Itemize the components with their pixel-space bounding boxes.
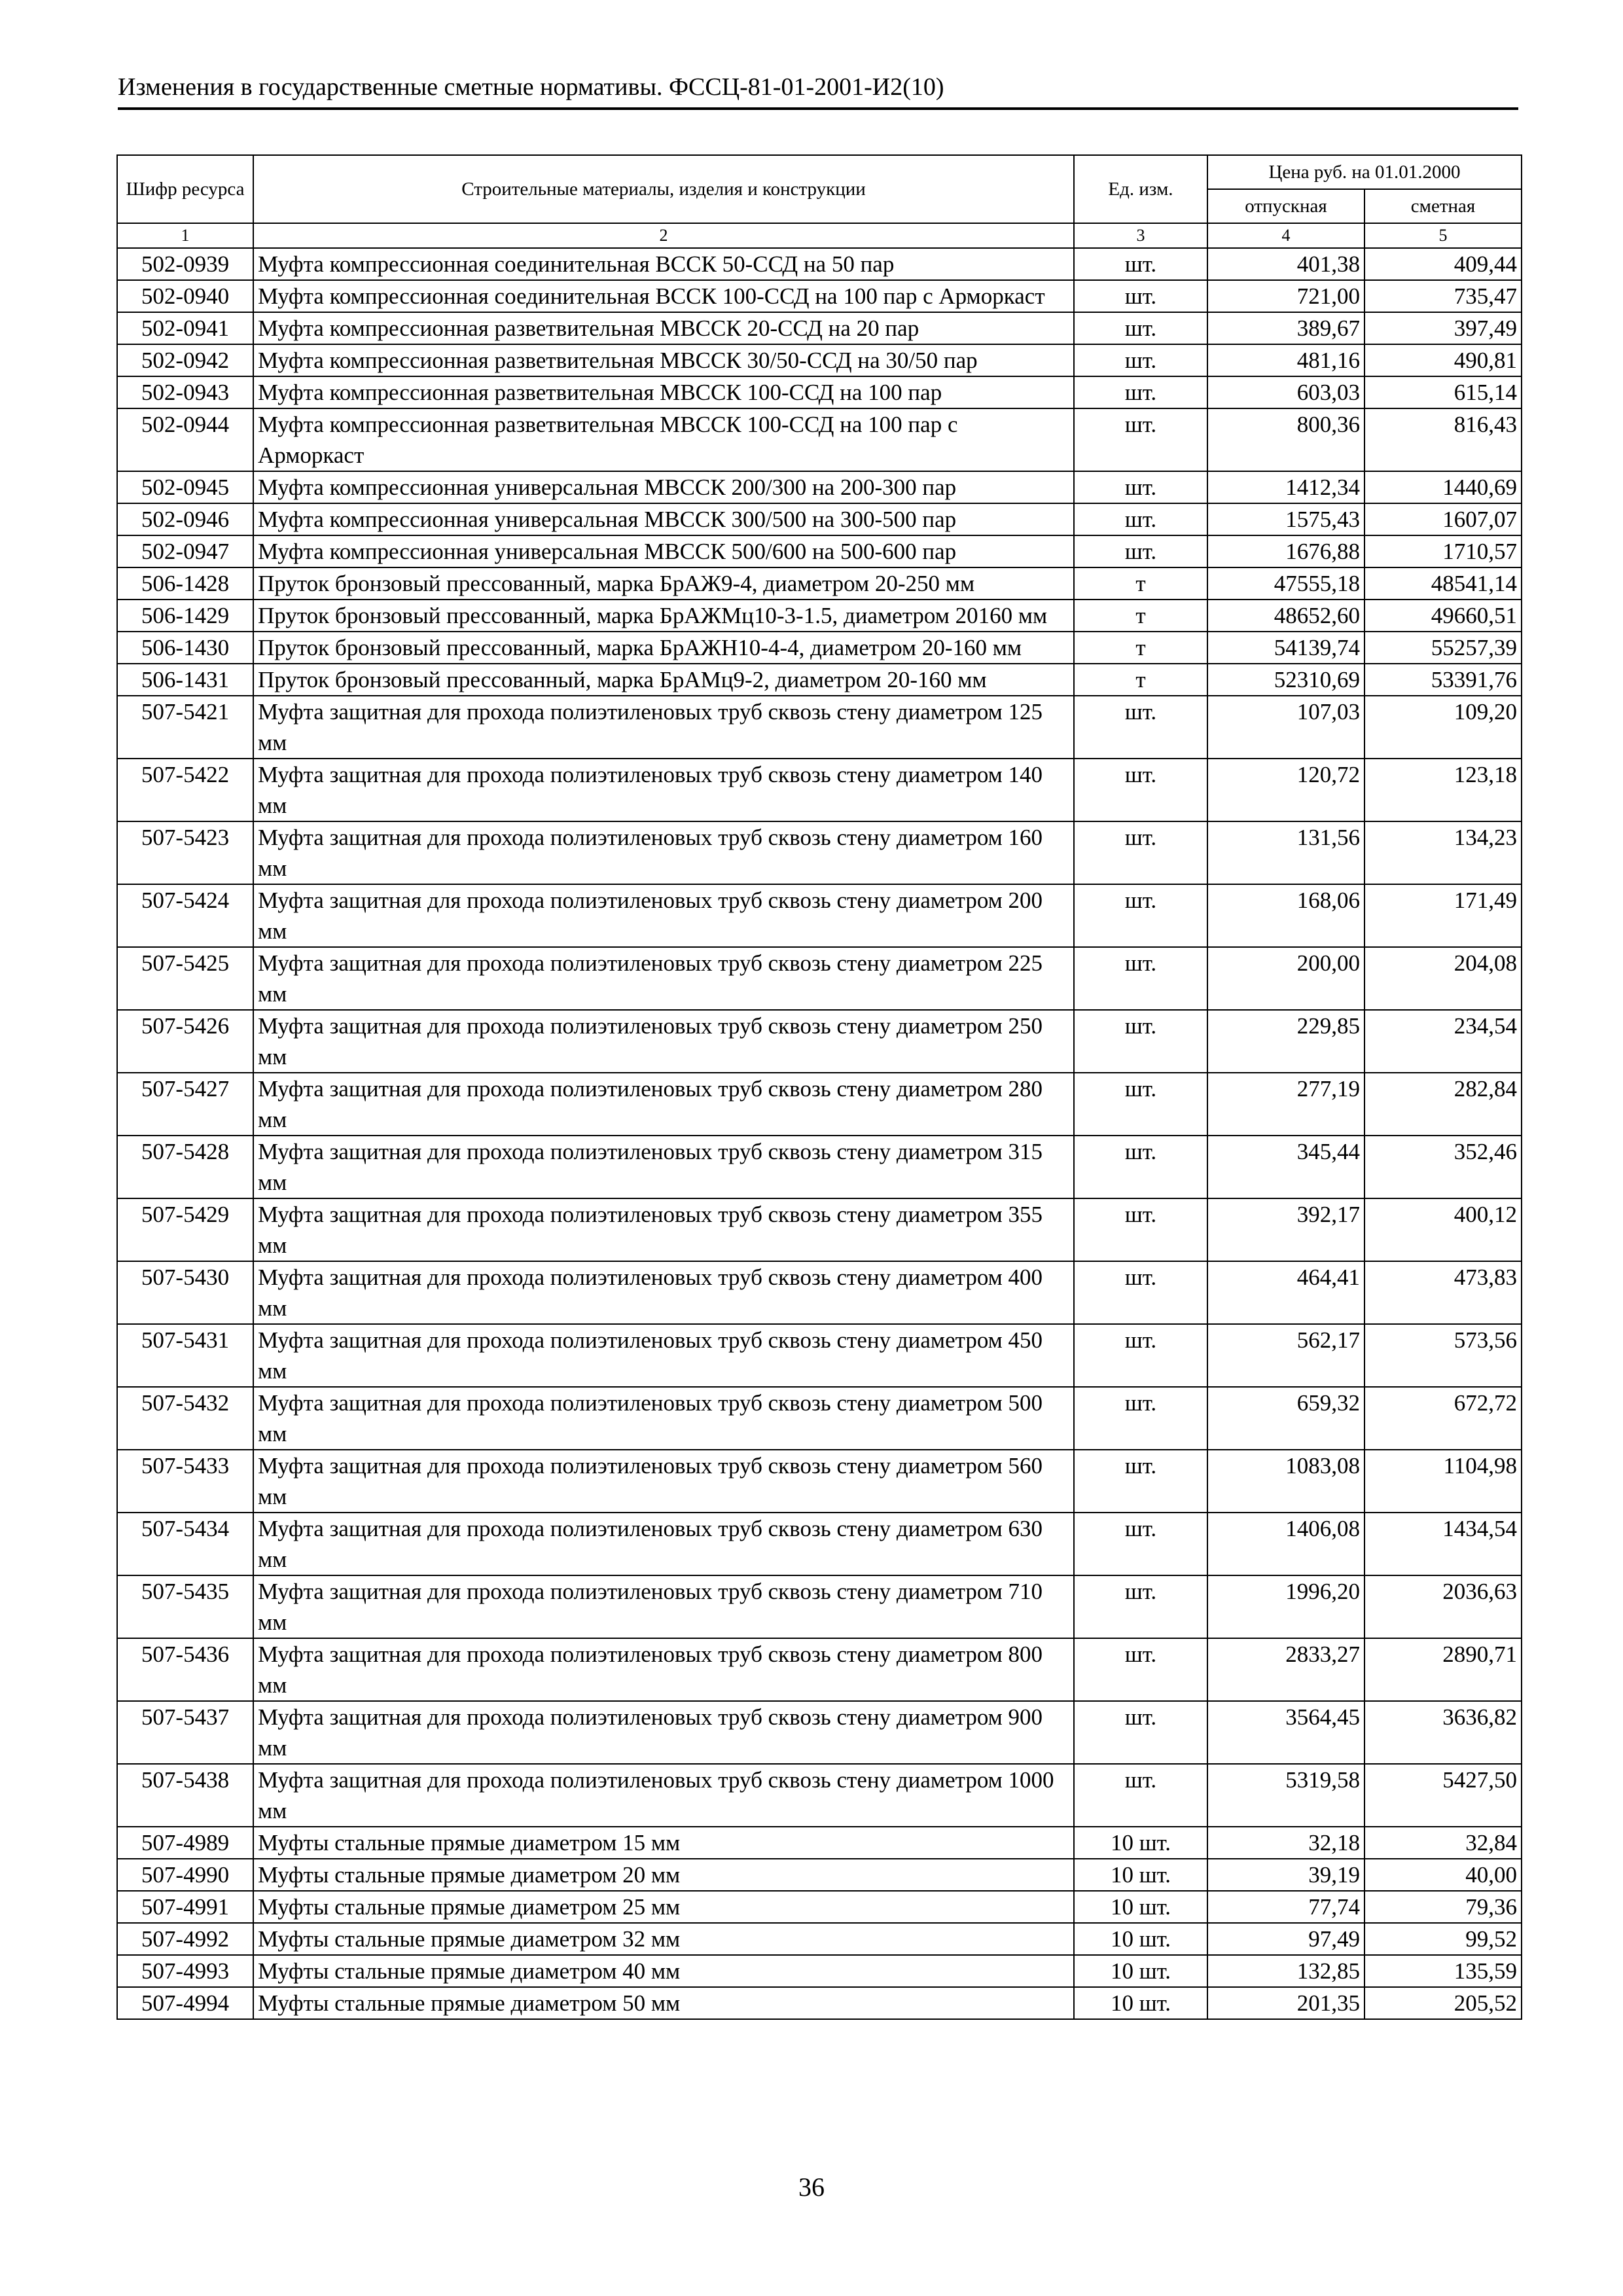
row-release-price: 5319,58 bbox=[1207, 1764, 1364, 1827]
row-release-price: 107,03 bbox=[1207, 696, 1364, 759]
row-name: Пруток бронзовый прессованный, марка БрАЖ9-4, диаметром 20-250 мм bbox=[253, 567, 1074, 600]
row-unit: 10 шт. bbox=[1074, 1955, 1207, 1987]
row-release-price: 47555,18 bbox=[1207, 567, 1364, 600]
row-estimate-price: 171,49 bbox=[1364, 884, 1522, 947]
row-name: Муфта защитная для прохода полиэтиленовых труб сквозь стену диаметром 280 мм bbox=[253, 1073, 1074, 1136]
document-header: Изменения в государственные сметные нормативы. ФССЦ-81-01-2001-И2(10) bbox=[118, 71, 1518, 110]
row-release-price: 800,36 bbox=[1207, 408, 1364, 471]
row-estimate-price: 352,46 bbox=[1364, 1136, 1522, 1198]
row-estimate-price: 5427,50 bbox=[1364, 1764, 1522, 1827]
row-release-price: 401,38 bbox=[1207, 248, 1364, 280]
row-release-price: 200,00 bbox=[1207, 947, 1364, 1010]
row-unit: шт. bbox=[1074, 1575, 1207, 1638]
table-row bbox=[117, 280, 1522, 312]
row-code: 507-5432 bbox=[117, 1387, 253, 1450]
row-release-price: 77,74 bbox=[1207, 1891, 1364, 1923]
row-code: 502-0943 bbox=[117, 376, 253, 408]
header-price-group: Цена руб. на 01.01.2000 bbox=[1207, 155, 1522, 189]
row-estimate-price: 53391,76 bbox=[1364, 664, 1522, 696]
row-estimate-price: 79,36 bbox=[1364, 1891, 1522, 1923]
table-row bbox=[117, 632, 1522, 664]
row-name: Муфта компрессионная универсальная МВССК 200/300 на 200-300 пар bbox=[253, 471, 1074, 503]
row-name: Муфта защитная для прохода полиэтиленовых труб сквозь стену диаметром 800 мм bbox=[253, 1638, 1074, 1701]
row-release-price: 120,72 bbox=[1207, 759, 1364, 821]
row-unit: шт. bbox=[1074, 1701, 1207, 1764]
row-name: Муфта защитная для прохода полиэтиленовых труб сквозь стену диаметром 500 мм bbox=[253, 1387, 1074, 1450]
row-code: 507-5430 bbox=[117, 1261, 253, 1324]
table-row bbox=[117, 248, 1522, 280]
row-estimate-price: 816,43 bbox=[1364, 408, 1522, 471]
row-release-price: 1575,43 bbox=[1207, 503, 1364, 535]
row-release-price: 2833,27 bbox=[1207, 1638, 1364, 1701]
row-code: 507-4993 bbox=[117, 1955, 253, 1987]
row-code: 502-0941 bbox=[117, 312, 253, 344]
row-code: 507-4990 bbox=[117, 1859, 253, 1891]
row-unit: шт. bbox=[1074, 1387, 1207, 1450]
row-unit: шт. bbox=[1074, 471, 1207, 503]
table-row bbox=[117, 1923, 1522, 1955]
table-row bbox=[117, 567, 1522, 600]
row-unit: 10 шт. bbox=[1074, 1987, 1207, 2019]
row-release-price: 1996,20 bbox=[1207, 1575, 1364, 1638]
row-unit: шт. bbox=[1074, 1261, 1207, 1324]
row-release-price: 229,85 bbox=[1207, 1010, 1364, 1073]
row-name: Муфта защитная для прохода полиэтиленовых труб сквозь стену диаметром 225 мм bbox=[253, 947, 1074, 1010]
table-row bbox=[117, 1891, 1522, 1923]
row-unit: шт. bbox=[1074, 1764, 1207, 1827]
row-code: 507-5424 bbox=[117, 884, 253, 947]
row-estimate-price: 134,23 bbox=[1364, 821, 1522, 884]
row-code: 507-4992 bbox=[117, 1923, 253, 1955]
row-name: Муфта защитная для прохода полиэтиленовых труб сквозь стену диаметром 200 мм bbox=[253, 884, 1074, 947]
row-unit: 10 шт. bbox=[1074, 1827, 1207, 1859]
row-name: Муфта компрессионная соединительная ВССК 50-ССД на 50 пар bbox=[253, 248, 1074, 280]
row-release-price: 48652,60 bbox=[1207, 600, 1364, 632]
table-row bbox=[117, 600, 1522, 632]
row-code: 502-0945 bbox=[117, 471, 253, 503]
row-code: 506-1431 bbox=[117, 664, 253, 696]
table-row bbox=[117, 1859, 1522, 1891]
row-name: Муфты стальные прямые диаметром 15 мм bbox=[253, 1827, 1074, 1859]
row-code: 506-1430 bbox=[117, 632, 253, 664]
row-code: 507-5435 bbox=[117, 1575, 253, 1638]
row-name: Муфта защитная для прохода полиэтиленовых труб сквозь стену диаметром 250 мм bbox=[253, 1010, 1074, 1073]
row-unit: т bbox=[1074, 632, 1207, 664]
row-estimate-price: 615,14 bbox=[1364, 376, 1522, 408]
row-release-price: 32,18 bbox=[1207, 1827, 1364, 1859]
row-unit: шт. bbox=[1074, 248, 1207, 280]
table-row bbox=[117, 344, 1522, 376]
row-unit: шт. bbox=[1074, 759, 1207, 821]
table-row bbox=[117, 1324, 1522, 1387]
table-row bbox=[117, 1010, 1522, 1073]
row-code: 507-5426 bbox=[117, 1010, 253, 1073]
row-code: 507-5427 bbox=[117, 1073, 253, 1136]
table-row bbox=[117, 376, 1522, 408]
row-unit: шт. bbox=[1074, 344, 1207, 376]
row-unit: шт. bbox=[1074, 1073, 1207, 1136]
row-estimate-price: 672,72 bbox=[1364, 1387, 1522, 1450]
row-name: Муфта защитная для прохода полиэтиленовых труб сквозь стену диаметром 560 мм bbox=[253, 1450, 1074, 1513]
row-name: Муфта защитная для прохода полиэтиленовых труб сквозь стену диаметром 900 мм bbox=[253, 1701, 1074, 1764]
price-table-container bbox=[116, 154, 1521, 2020]
row-unit: шт. bbox=[1074, 1450, 1207, 1513]
header-unit: Ед. изм. bbox=[1074, 155, 1207, 223]
table-row bbox=[117, 1701, 1522, 1764]
row-release-price: 1083,08 bbox=[1207, 1450, 1364, 1513]
row-name: Пруток бронзовый прессованный, марка БрАМц9-2, диаметром 20-160 мм bbox=[253, 664, 1074, 696]
page-number: 36 bbox=[798, 2172, 825, 2202]
table-row bbox=[117, 1450, 1522, 1513]
row-code: 507-5423 bbox=[117, 821, 253, 884]
row-name: Муфта защитная для прохода полиэтиленовых труб сквозь стену диаметром 1000 мм bbox=[253, 1764, 1074, 1827]
row-unit: шт. bbox=[1074, 376, 1207, 408]
row-name: Муфта защитная для прохода полиэтиленовых труб сквозь стену диаметром 450 мм bbox=[253, 1324, 1074, 1387]
row-release-price: 392,17 bbox=[1207, 1198, 1364, 1261]
row-estimate-price: 109,20 bbox=[1364, 696, 1522, 759]
row-code: 507-5425 bbox=[117, 947, 253, 1010]
table-body bbox=[117, 248, 1522, 2019]
row-estimate-price: 3636,82 bbox=[1364, 1701, 1522, 1764]
row-estimate-price: 397,49 bbox=[1364, 312, 1522, 344]
row-estimate-price: 1440,69 bbox=[1364, 471, 1522, 503]
row-estimate-price: 490,81 bbox=[1364, 344, 1522, 376]
row-unit: 10 шт. bbox=[1074, 1891, 1207, 1923]
row-estimate-price: 48541,14 bbox=[1364, 567, 1522, 600]
row-estimate-price: 1710,57 bbox=[1364, 535, 1522, 567]
row-name: Муфта защитная для прохода полиэтиленовых труб сквозь стену диаметром 315 мм bbox=[253, 1136, 1074, 1198]
row-estimate-price: 282,84 bbox=[1364, 1073, 1522, 1136]
row-unit: шт. bbox=[1074, 1010, 1207, 1073]
table-row bbox=[117, 1764, 1522, 1827]
row-unit: т bbox=[1074, 664, 1207, 696]
row-release-price: 39,19 bbox=[1207, 1859, 1364, 1891]
row-release-price: 201,35 bbox=[1207, 1987, 1364, 2019]
row-name: Муфта защитная для прохода полиэтиленовых труб сквозь стену диаметром 140 мм bbox=[253, 759, 1074, 821]
row-unit: 10 шт. bbox=[1074, 1859, 1207, 1891]
row-code: 507-4989 bbox=[117, 1827, 253, 1859]
row-estimate-price: 234,54 bbox=[1364, 1010, 1522, 1073]
row-estimate-price: 473,83 bbox=[1364, 1261, 1522, 1324]
column-number: 5 bbox=[1364, 223, 1522, 248]
row-code: 507-5422 bbox=[117, 759, 253, 821]
row-code: 502-0947 bbox=[117, 535, 253, 567]
row-name: Муфта защитная для прохода полиэтиленовых труб сквозь стену диаметром 400 мм bbox=[253, 1261, 1074, 1324]
row-unit: шт. bbox=[1074, 1324, 1207, 1387]
row-estimate-price: 135,59 bbox=[1364, 1955, 1522, 1987]
row-code: 502-0946 bbox=[117, 503, 253, 535]
row-estimate-price: 32,84 bbox=[1364, 1827, 1522, 1859]
table-row bbox=[117, 1987, 1522, 2019]
row-unit: шт. bbox=[1074, 535, 1207, 567]
table-row bbox=[117, 1575, 1522, 1638]
row-unit: шт. bbox=[1074, 1513, 1207, 1575]
row-unit: шт. bbox=[1074, 408, 1207, 471]
row-release-price: 277,19 bbox=[1207, 1073, 1364, 1136]
row-release-price: 3564,45 bbox=[1207, 1701, 1364, 1764]
row-release-price: 1406,08 bbox=[1207, 1513, 1364, 1575]
row-code: 507-5428 bbox=[117, 1136, 253, 1198]
row-unit: шт. bbox=[1074, 1638, 1207, 1701]
row-estimate-price: 99,52 bbox=[1364, 1923, 1522, 1955]
row-unit: 10 шт. bbox=[1074, 1923, 1207, 1955]
table-row bbox=[117, 1513, 1522, 1575]
row-release-price: 131,56 bbox=[1207, 821, 1364, 884]
row-estimate-price: 735,47 bbox=[1364, 280, 1522, 312]
row-estimate-price: 1434,54 bbox=[1364, 1513, 1522, 1575]
row-release-price: 562,17 bbox=[1207, 1324, 1364, 1387]
row-unit: т bbox=[1074, 600, 1207, 632]
table-row bbox=[117, 1827, 1522, 1859]
row-name: Муфта компрессионная универсальная МВССК 300/500 на 300-500 пар bbox=[253, 503, 1074, 535]
table-row bbox=[117, 759, 1522, 821]
column-number: 3 bbox=[1074, 223, 1207, 248]
row-release-price: 168,06 bbox=[1207, 884, 1364, 947]
row-unit: шт. bbox=[1074, 1198, 1207, 1261]
table-row bbox=[117, 1955, 1522, 1987]
row-code: 502-0940 bbox=[117, 280, 253, 312]
row-estimate-price: 205,52 bbox=[1364, 1987, 1522, 2019]
row-name: Муфты стальные прямые диаметром 32 мм bbox=[253, 1923, 1074, 1955]
header-code: Шифр ресурса bbox=[117, 155, 253, 223]
table-row bbox=[117, 696, 1522, 759]
row-name: Муфта защитная для прохода полиэтиленовых труб сквозь стену диаметром 630 мм bbox=[253, 1513, 1074, 1575]
table-row bbox=[117, 503, 1522, 535]
row-code: 507-5438 bbox=[117, 1764, 253, 1827]
row-estimate-price: 2890,71 bbox=[1364, 1638, 1522, 1701]
row-estimate-price: 49660,51 bbox=[1364, 600, 1522, 632]
row-release-price: 345,44 bbox=[1207, 1136, 1364, 1198]
row-estimate-price: 573,56 bbox=[1364, 1324, 1522, 1387]
row-code: 506-1429 bbox=[117, 600, 253, 632]
column-number: 1 bbox=[117, 223, 253, 248]
row-code: 507-5437 bbox=[117, 1701, 253, 1764]
row-unit: шт. bbox=[1074, 312, 1207, 344]
row-name: Муфты стальные прямые диаметром 40 мм bbox=[253, 1955, 1074, 1987]
row-release-price: 721,00 bbox=[1207, 280, 1364, 312]
row-name: Муфта защитная для прохода полиэтиленовых труб сквозь стену диаметром 710 мм bbox=[253, 1575, 1074, 1638]
row-name: Муфта компрессионная разветвительная МВССК 100-ССД на 100 пар с Арморкаст bbox=[253, 408, 1074, 471]
row-unit: шт. bbox=[1074, 503, 1207, 535]
table-row bbox=[117, 884, 1522, 947]
table-row bbox=[117, 821, 1522, 884]
row-code: 507-5429 bbox=[117, 1198, 253, 1261]
table-row bbox=[117, 312, 1522, 344]
row-name: Муфта компрессионная универсальная МВССК 500/600 на 500-600 пар bbox=[253, 535, 1074, 567]
table-row bbox=[117, 1261, 1522, 1324]
header-name: Строительные материалы, изделия и конструкции bbox=[253, 155, 1074, 223]
table-row bbox=[117, 1198, 1522, 1261]
price-table bbox=[116, 154, 1522, 2020]
table-row bbox=[117, 947, 1522, 1010]
row-unit: шт. bbox=[1074, 696, 1207, 759]
row-name: Муфта защитная для прохода полиэтиленовых труб сквозь стену диаметром 160 мм bbox=[253, 821, 1074, 884]
row-release-price: 603,03 bbox=[1207, 376, 1364, 408]
table-row bbox=[117, 1387, 1522, 1450]
row-name: Муфты стальные прямые диаметром 50 мм bbox=[253, 1987, 1074, 2019]
table-row bbox=[117, 1073, 1522, 1136]
row-name: Муфты стальные прямые диаметром 25 мм bbox=[253, 1891, 1074, 1923]
row-name: Пруток бронзовый прессованный, марка БрАЖМц10-3-1.5, диаметром 20160 мм bbox=[253, 600, 1074, 632]
row-name: Муфта компрессионная соединительная ВССК 100-ССД на 100 пар с Арморкаст bbox=[253, 280, 1074, 312]
row-name: Пруток бронзовый прессованный, марка БрАЖН10-4-4, диаметром 20-160 мм bbox=[253, 632, 1074, 664]
row-code: 507-5421 bbox=[117, 696, 253, 759]
row-estimate-price: 40,00 bbox=[1364, 1859, 1522, 1891]
row-unit: шт. bbox=[1074, 884, 1207, 947]
row-name: Муфта компрессионная разветвительная МВССК 30/50-ССД на 30/50 пар bbox=[253, 344, 1074, 376]
row-code: 507-5436 bbox=[117, 1638, 253, 1701]
header-release-price: отпускная bbox=[1207, 189, 1364, 223]
row-code: 507-4991 bbox=[117, 1891, 253, 1923]
row-release-price: 481,16 bbox=[1207, 344, 1364, 376]
row-estimate-price: 2036,63 bbox=[1364, 1575, 1522, 1638]
row-release-price: 389,67 bbox=[1207, 312, 1364, 344]
row-code: 502-0942 bbox=[117, 344, 253, 376]
row-code: 506-1428 bbox=[117, 567, 253, 600]
row-release-price: 659,32 bbox=[1207, 1387, 1364, 1450]
table-row bbox=[117, 1136, 1522, 1198]
row-estimate-price: 1104,98 bbox=[1364, 1450, 1522, 1513]
row-unit: т bbox=[1074, 567, 1207, 600]
row-code: 507-5431 bbox=[117, 1324, 253, 1387]
row-name: Муфта защитная для прохода полиэтиленовых труб сквозь стену диаметром 125 мм bbox=[253, 696, 1074, 759]
row-code: 507-5434 bbox=[117, 1513, 253, 1575]
row-code: 502-0939 bbox=[117, 248, 253, 280]
table-row bbox=[117, 408, 1522, 471]
column-number: 2 bbox=[253, 223, 1074, 248]
row-release-price: 1676,88 bbox=[1207, 535, 1364, 567]
row-unit: шт. bbox=[1074, 947, 1207, 1010]
row-unit: шт. bbox=[1074, 280, 1207, 312]
row-release-price: 54139,74 bbox=[1207, 632, 1364, 664]
row-estimate-price: 1607,07 bbox=[1364, 503, 1522, 535]
table-row bbox=[117, 471, 1522, 503]
row-release-price: 52310,69 bbox=[1207, 664, 1364, 696]
table-row bbox=[117, 664, 1522, 696]
table-row bbox=[117, 1638, 1522, 1701]
row-name: Муфты стальные прямые диаметром 20 мм bbox=[253, 1859, 1074, 1891]
row-estimate-price: 400,12 bbox=[1364, 1198, 1522, 1261]
row-estimate-price: 123,18 bbox=[1364, 759, 1522, 821]
row-release-price: 1412,34 bbox=[1207, 471, 1364, 503]
row-code: 507-4994 bbox=[117, 1987, 253, 2019]
row-estimate-price: 204,08 bbox=[1364, 947, 1522, 1010]
row-code: 502-0944 bbox=[117, 408, 253, 471]
column-number: 4 bbox=[1207, 223, 1364, 248]
row-unit: шт. bbox=[1074, 821, 1207, 884]
row-name: Муфта компрессионная разветвительная МВССК 100-ССД на 100 пар bbox=[253, 376, 1074, 408]
row-estimate-price: 55257,39 bbox=[1364, 632, 1522, 664]
row-unit: шт. bbox=[1074, 1136, 1207, 1198]
row-release-price: 97,49 bbox=[1207, 1923, 1364, 1955]
row-name: Муфта компрессионная разветвительная МВССК 20-ССД на 20 пар bbox=[253, 312, 1074, 344]
header-estimate-price: сметная bbox=[1364, 189, 1522, 223]
row-code: 507-5433 bbox=[117, 1450, 253, 1513]
row-release-price: 132,85 bbox=[1207, 1955, 1364, 1987]
row-release-price: 464,41 bbox=[1207, 1261, 1364, 1324]
table-row bbox=[117, 535, 1522, 567]
row-estimate-price: 409,44 bbox=[1364, 248, 1522, 280]
row-name: Муфта защитная для прохода полиэтиленовых труб сквозь стену диаметром 355 мм bbox=[253, 1198, 1074, 1261]
